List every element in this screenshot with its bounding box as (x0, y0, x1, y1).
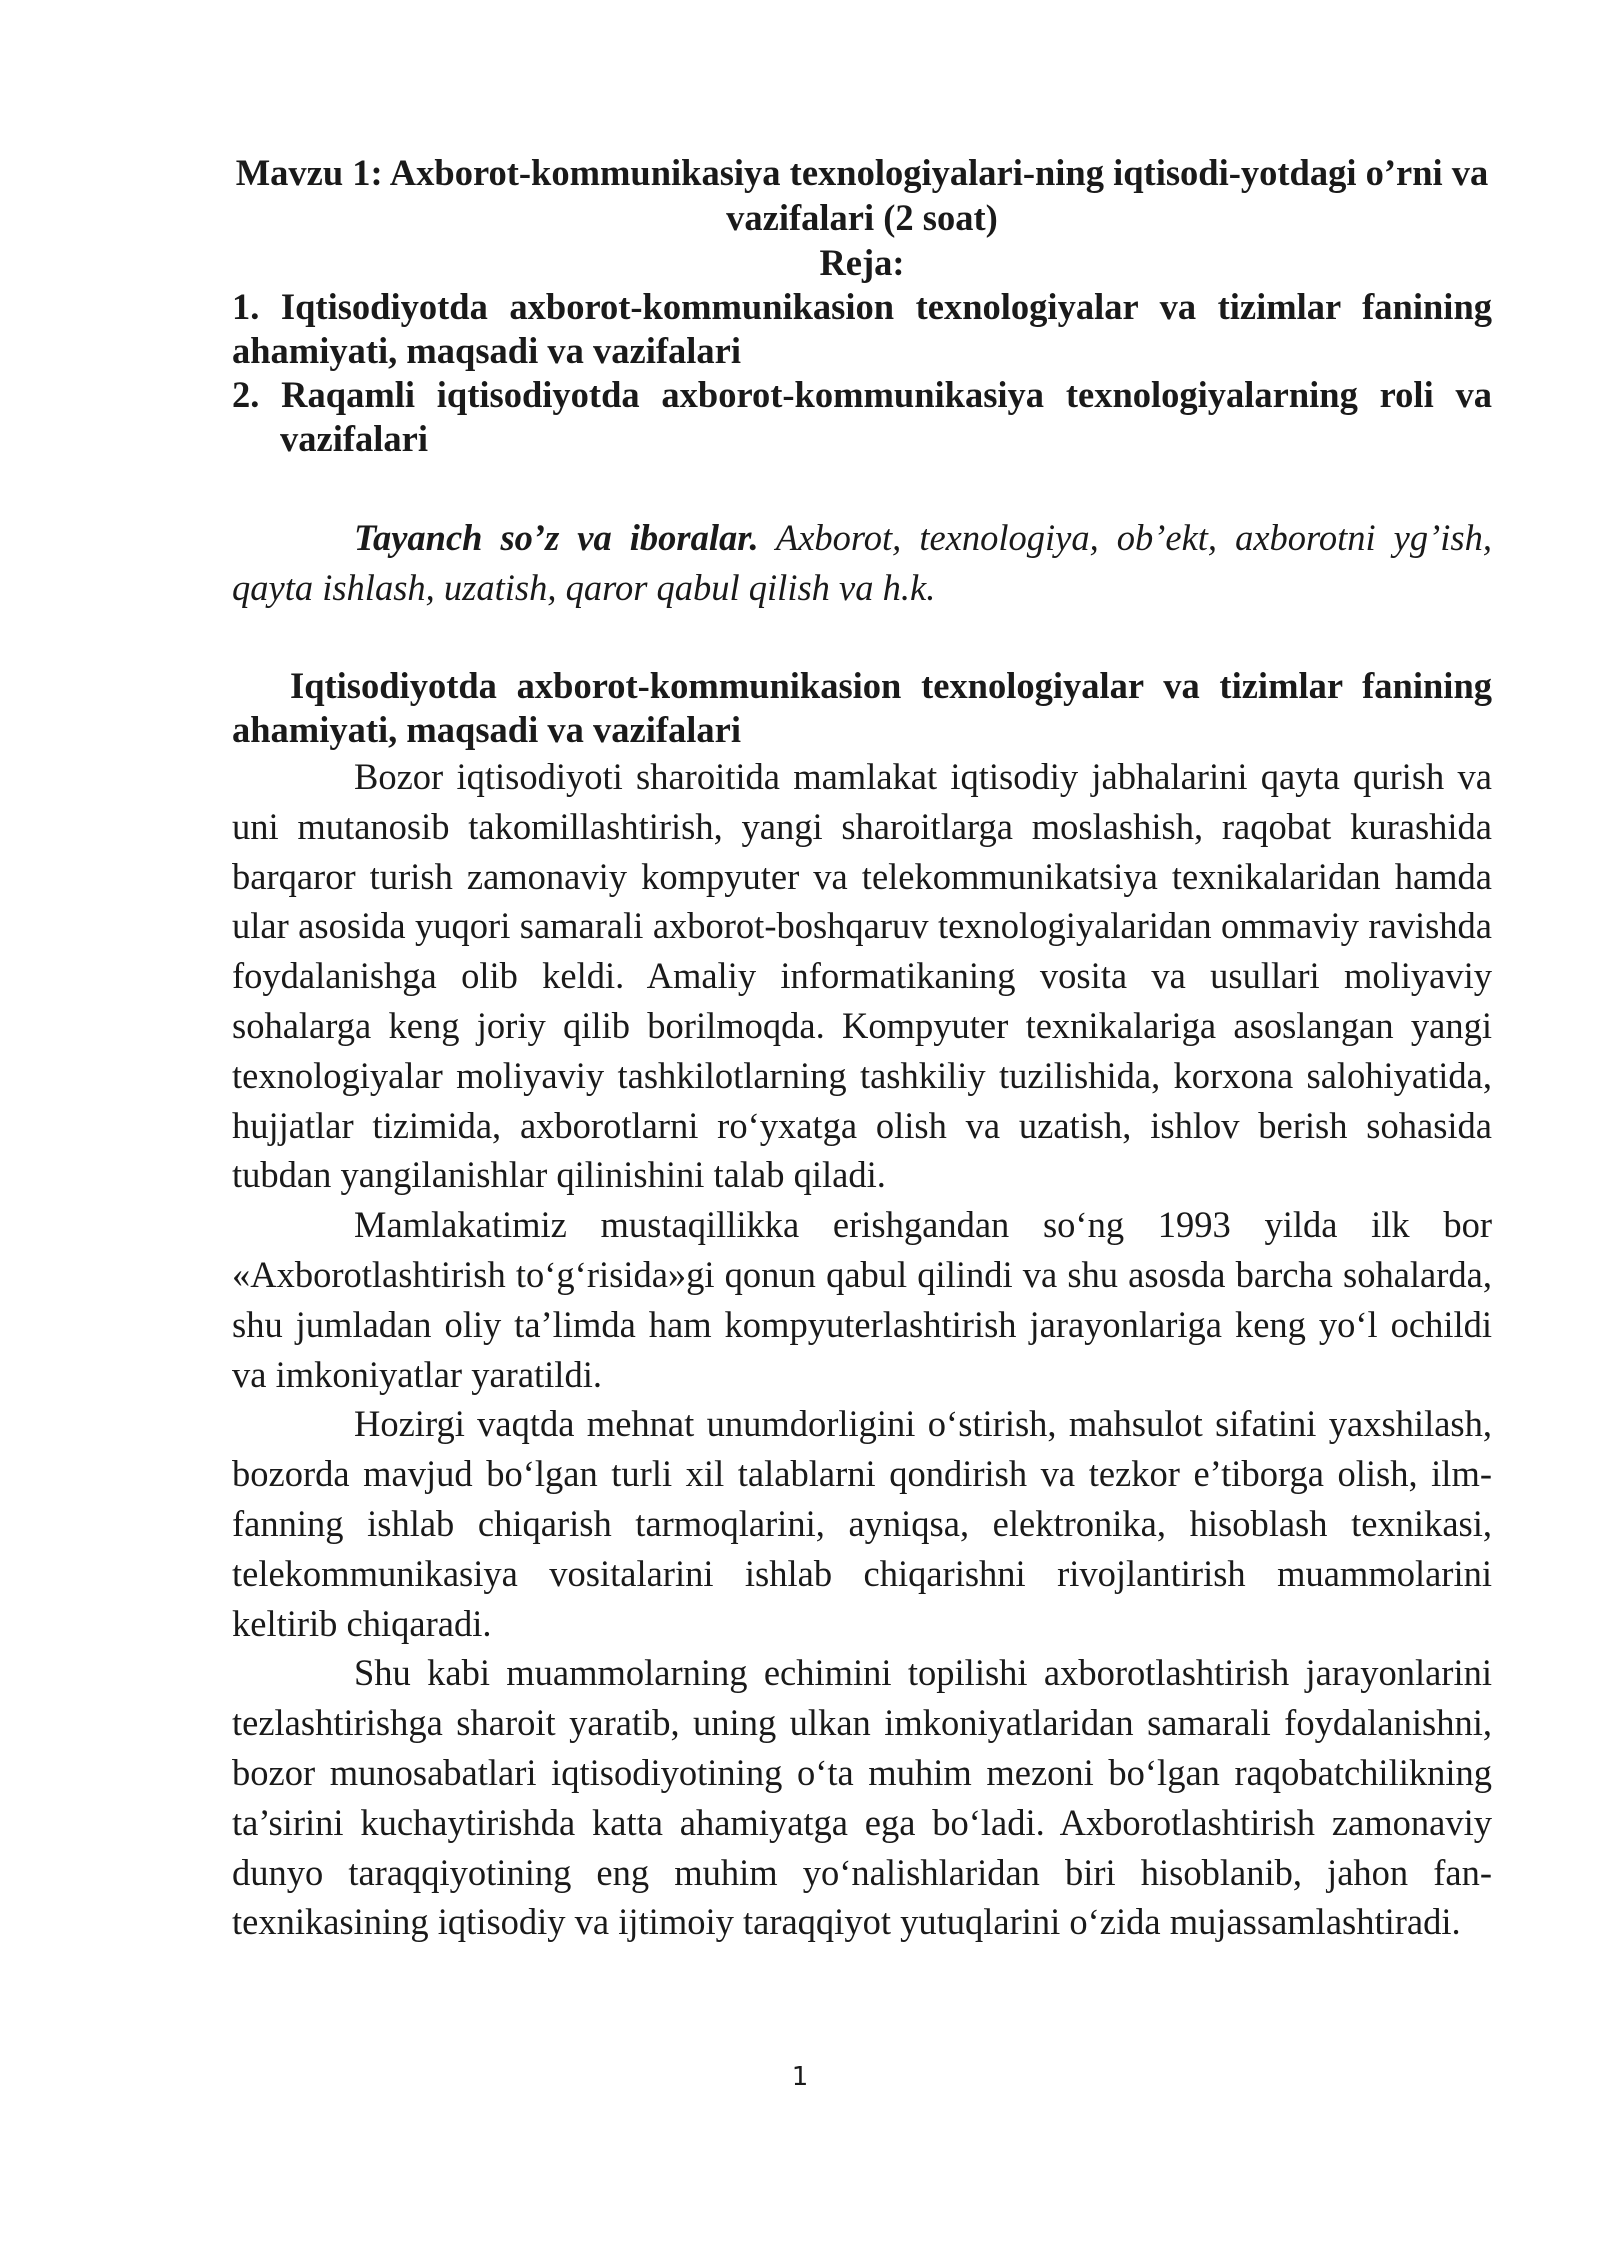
keywords-paragraph (232, 513, 1492, 613)
keywords-text: Axborot, texnologiya, ob’ekt, axborotni yg’ish, qayta ishlash, uzatish, qaror qabul qilish va h.k. (232, 517, 1492, 608)
page-content (232, 150, 1492, 1947)
page-number: 1 (791, 2062, 809, 2092)
body-paragraph: Shu kabi muammolarning echimini topilishi axborotlashtirish jarayonlarini tezlashtirishga sharoit yaratib, uning ulkan imkoniyatlaridan samarali foydalanishni, bozor munosabatlari iqtisodiyotining oʻta muhim mezoni boʻlgan raqobatchilikning ta’sirini kuchaytirishda katta ahamiyatga ega boʻladi. Axborotlashtirish zamonaviy dunyo taraqqiyotining eng muhim yoʻnalishlaridan biri hisoblanib, jahon fan-texnikasining iqtisodiy va ijtimoiy taraqqiyot yutuqlarini oʻzida mujassamlashtiradi. (232, 1652, 1492, 1943)
body-paragraph: Bozor iqtisodiyoti sharoitida mamlakat iqtisodiy jabhalarini qayta qurish va uni mutanosib takomillashtirish, yangi sharoitlarga moslashish, raqobat kurashida barqaror turish zamonaviy kompyuter va telekommunikatsiya texnikalaridan hamda ular asosida yuqori samarali axborot-boshqaruv texnologiyalaridan ommaviy ravishda foydalanishga olib keldi. Amaliy informatikaning vosita va usullari moliyaviy sohalarga keng joriy qilib borilmoqda. Kompyuter texnikalariga asoslangan yangi texnologiyalar moliyaviy tashkilotlarning tashkiliy tuzilishida, korxona salohiyatida, hujjatlar tizimida, axborotlarni roʻyxatga olish va uzatish, ishlov berish sohasida tubdan yangilanishlar qilinishini talab qiladi. (232, 756, 1492, 1196)
section-heading: Iqtisodiyotda axborot-kommunikasion texnologiyalar va tizimlar fanining ahamiyati, maqsadi va vazifalari (232, 665, 1492, 750)
plan-item-2: 2. Raqamli iqtisodiyotda axborot-kommunikasiya texnologiyalarning roli va vazifalari (232, 374, 1492, 459)
plan-heading: Reja: (819, 242, 905, 283)
keywords-label: Tayanch so’z va iboralar. (354, 517, 759, 558)
plan-item-1: 1. Iqtisodiyotda axborot-kommunikasion texnologiyalar va tizimlar fanining ahamiyati, maqsadi va vazifalari (232, 286, 1492, 371)
body-paragraph: Hozirgi vaqtda mehnat unumdorligini oʻstirish, mahsulot sifatini yaxshilash, bozorda mavjud boʻlgan turli xil talablarni qondirish va tezkor e’tiborga olish, ilm-fanning ishlab chiqarish tarmoqlarini, ayniqsa, elektronika, hisoblash texnikasi, telekommunikasiya vositalarini ishlab chiqarishni rivojlantirish muammolarini keltirib chiqaradi. (232, 1403, 1492, 1644)
body-paragraph: Mamlakatimiz mustaqillikka erishgandan soʻng 1993 yilda ilk bor «Axborotlashtirish toʻgʻrisida»gi qonun qabul qilindi va shu asosda barcha sohalarda, shu jumladan oliy ta’limda ham kompyuterlashtirish jarayonlariga keng yoʻl ochildi va imkoniyatlar yaratildi. (232, 1204, 1492, 1395)
document-title: Mavzu 1: Axborot-kommunikasiya texnologiyalari-ning iqtisodi-yotdagi o’rni va vazifalari (2 soat) (235, 152, 1489, 238)
